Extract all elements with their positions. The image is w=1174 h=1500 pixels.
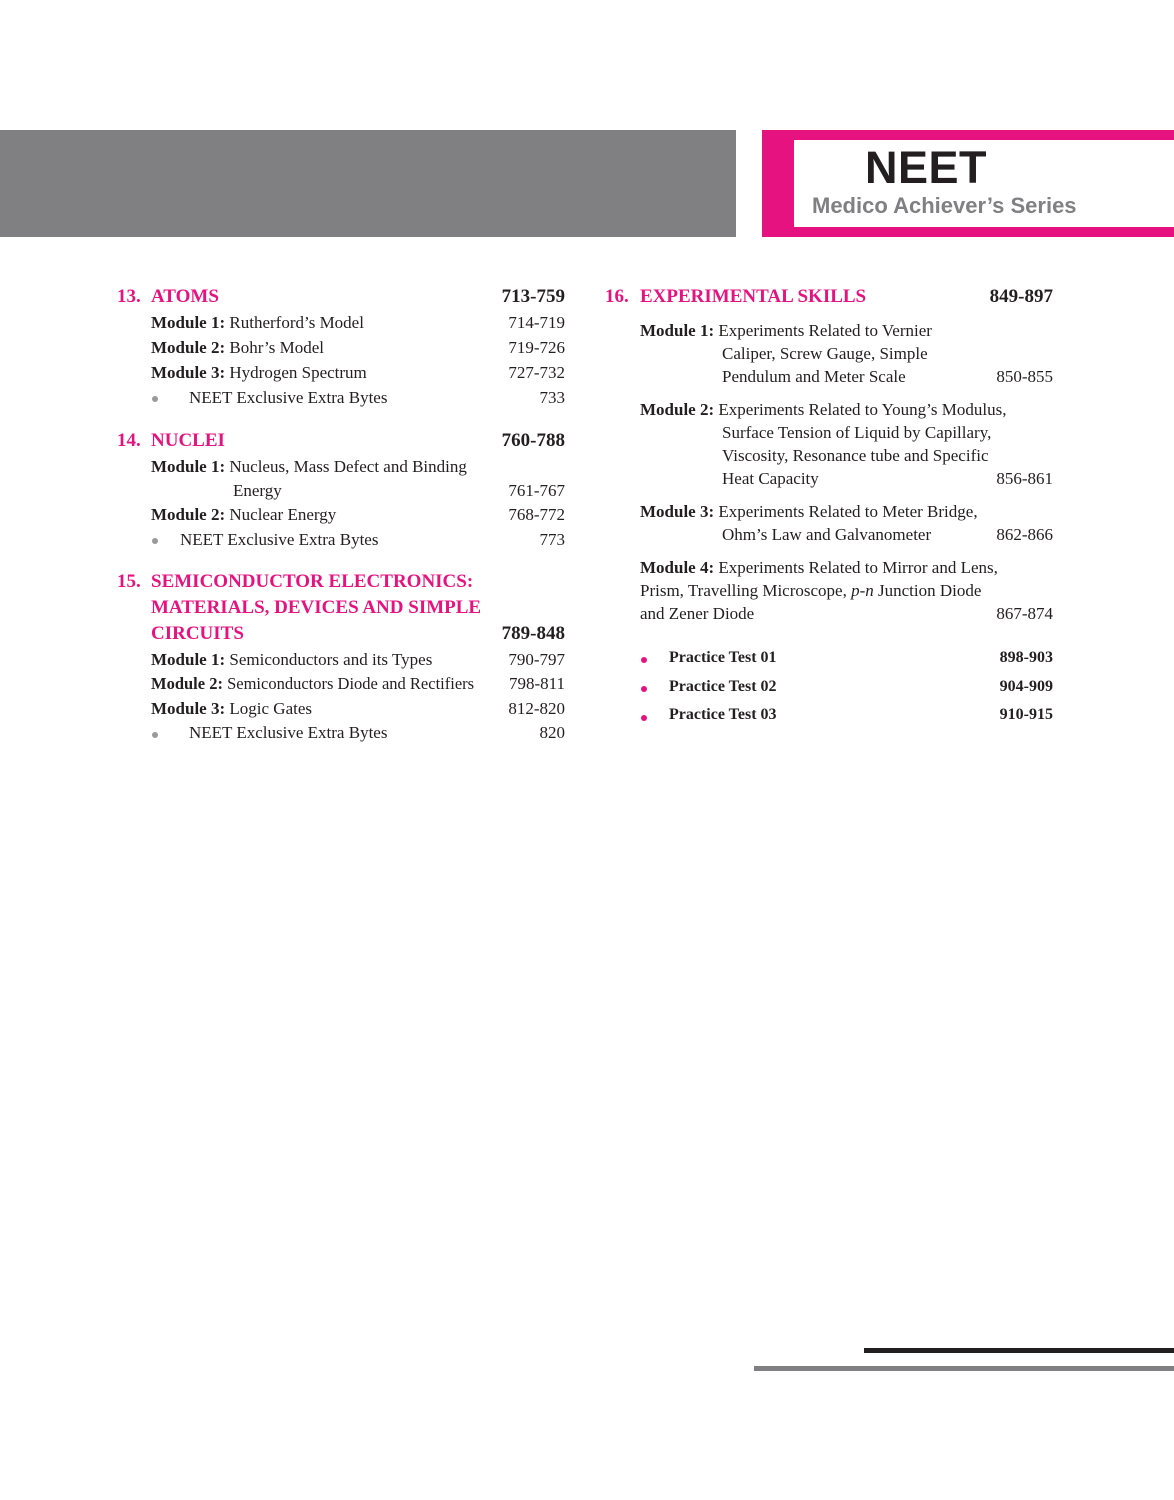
chapter-14-pages: 760-788 — [501, 430, 565, 451]
module-label: Module 3: — [151, 363, 226, 382]
module-text: Experiments Related to Mirror and Lens, — [718, 558, 998, 577]
chapter-16-pages: 849-897 — [989, 286, 1053, 307]
ch15-module-3 — [151, 698, 312, 720]
ch16-module-2 — [640, 399, 1006, 421]
ch14-extra-bytes-pages: 773 — [539, 530, 565, 549]
module-label: Module 3: — [151, 699, 226, 718]
practice-test-pages: 910-915 — [999, 706, 1053, 723]
module-text: Experiments Related to Meter Bridge, — [718, 502, 978, 521]
ch13-module-2-pages: 719-726 — [508, 338, 565, 357]
module-text: Nucleus, Mass Defect and Binding — [229, 457, 467, 476]
practice-test-label: Practice Test 01 — [669, 649, 777, 666]
module-label: Module 2: — [151, 674, 223, 693]
module-text: Nuclear Energy — [229, 505, 337, 524]
ch16-module-2-line-4: Heat Capacity — [722, 469, 819, 488]
module-label: Module 1: — [640, 321, 715, 340]
ch15-module-2-pages: 798-811 — [508, 674, 565, 693]
ch13-module-1 — [151, 312, 364, 334]
ch15-module-2 — [151, 673, 474, 695]
ch16-module-1-line-2: Caliper, Screw Gauge, Simple — [722, 344, 928, 363]
ch16-module-2-line-3: Viscosity, Resonance tube and Specific — [722, 446, 989, 465]
module-label: Module 3: — [640, 502, 715, 521]
module-text: Bohr’s Model — [229, 338, 324, 357]
chapter-13-number: 13. — [117, 286, 141, 307]
bullet-icon — [641, 686, 647, 692]
ch15-extra-bytes-pages: 820 — [539, 723, 565, 742]
module-label: Module 2: — [151, 338, 226, 357]
module-text: Prism, Travelling Microscope, — [640, 581, 847, 600]
bullet-icon — [152, 396, 158, 402]
ch16-module-4-line-3: and Zener Diode — [640, 604, 755, 623]
ch16-module-1 — [640, 320, 932, 342]
practice-test-pages: 898-903 — [999, 649, 1053, 666]
ch14-extra-bytes: NEET Exclusive Extra Bytes — [180, 530, 379, 549]
chapter-13-title: ATOMS — [151, 286, 219, 307]
module-label: Module 1: — [151, 650, 226, 669]
ch13-module-1-pages: 714-719 — [508, 313, 565, 332]
ch13-module-3-pages: 727-732 — [508, 363, 565, 382]
ch16-module-4-pages: 867-874 — [996, 604, 1053, 623]
bullet-icon — [152, 538, 158, 544]
chapter-13-pages: 713-759 — [501, 286, 565, 307]
ch16-module-3 — [640, 501, 978, 523]
module-label: Module 1: — [151, 457, 226, 476]
ch16-module-1-line-3: Pendulum and Meter Scale — [722, 367, 906, 386]
practice-test-label: Practice Test 03 — [669, 706, 777, 723]
chapter-15-pages: 789-848 — [501, 623, 565, 644]
ch14-module-2-pages: 768-772 — [508, 505, 565, 524]
ch15-module-1 — [151, 649, 432, 671]
ch13-extra-bytes-pages: 733 — [539, 388, 565, 407]
bullet-icon — [641, 657, 647, 663]
ch16-module-1-pages: 850-855 — [996, 367, 1053, 386]
ch16-module-3-pages: 862-866 — [996, 525, 1053, 544]
bullet-icon — [641, 715, 647, 721]
ch16-module-4-line-2 — [640, 580, 981, 602]
ch16-module-4 — [640, 557, 998, 579]
module-text: Experiments Related to Vernier — [718, 321, 932, 340]
footer-rule-black — [864, 1348, 1174, 1353]
ch14-module-1 — [151, 456, 467, 478]
ch16-module-3-line-2: Ohm’s Law and Galvanometer — [722, 525, 932, 544]
module-text: Semiconductors Diode and Rectifiers — [227, 674, 475, 693]
chapter-15-title-line-2: MATERIALS, DEVICES AND SIMPLE — [151, 597, 482, 618]
ch16-module-2-line-2: Surface Tension of Liquid by Capillary, — [722, 423, 992, 442]
module-text: Semiconductors and its Types — [229, 650, 433, 669]
module-label: Module 1: — [151, 313, 226, 332]
chapter-15-title-line-1: SEMICONDUCTOR ELECTRONICS: — [151, 571, 474, 592]
ch16-module-2-pages: 856-861 — [996, 469, 1053, 488]
module-text: Junction Diode — [878, 581, 982, 600]
practice-test-pages: 904-909 — [999, 678, 1053, 695]
ch15-module-1-pages: 790-797 — [508, 650, 565, 669]
module-text: Logic Gates — [229, 699, 312, 718]
module-label: Module 2: — [151, 505, 226, 524]
module-text: Hydrogen Spectrum — [229, 363, 367, 382]
module-text-italic: p-n — [851, 581, 874, 600]
practice-test-label: Practice Test 02 — [669, 678, 777, 695]
ch15-module-3-pages: 812-820 — [508, 699, 565, 718]
chapter-15-number: 15. — [117, 571, 141, 592]
chapter-14-number: 14. — [117, 430, 141, 451]
ch13-extra-bytes: NEET Exclusive Extra Bytes — [189, 388, 388, 407]
bullet-icon — [152, 732, 158, 738]
footer-rule-grey — [754, 1366, 1174, 1371]
brand-subtitle: Medico Achiever’s Series — [812, 193, 1077, 218]
ch15-extra-bytes: NEET Exclusive Extra Bytes — [189, 723, 388, 742]
chapter-16-title: EXPERIMENTAL SKILLS — [640, 286, 867, 307]
header-grey-band — [0, 130, 736, 237]
module-text: Experiments Related to Young’s Modulus, — [718, 400, 1007, 419]
ch13-module-3 — [151, 362, 367, 384]
module-label: Module 4: — [640, 558, 715, 577]
chapter-15-title-line-3: CIRCUITS — [151, 623, 244, 644]
chapter-16-number: 16. — [605, 286, 629, 307]
chapter-14-title: NUCLEI — [151, 430, 225, 451]
brand-title: NEET — [865, 142, 988, 193]
ch14-module-1-pages: 761-767 — [508, 481, 565, 500]
ch14-module-1-continued: Energy — [233, 481, 282, 500]
module-label: Module 2: — [640, 400, 715, 419]
ch14-module-2 — [151, 504, 336, 526]
ch13-module-2 — [151, 337, 324, 359]
module-text: Rutherford’s Model — [229, 313, 364, 332]
